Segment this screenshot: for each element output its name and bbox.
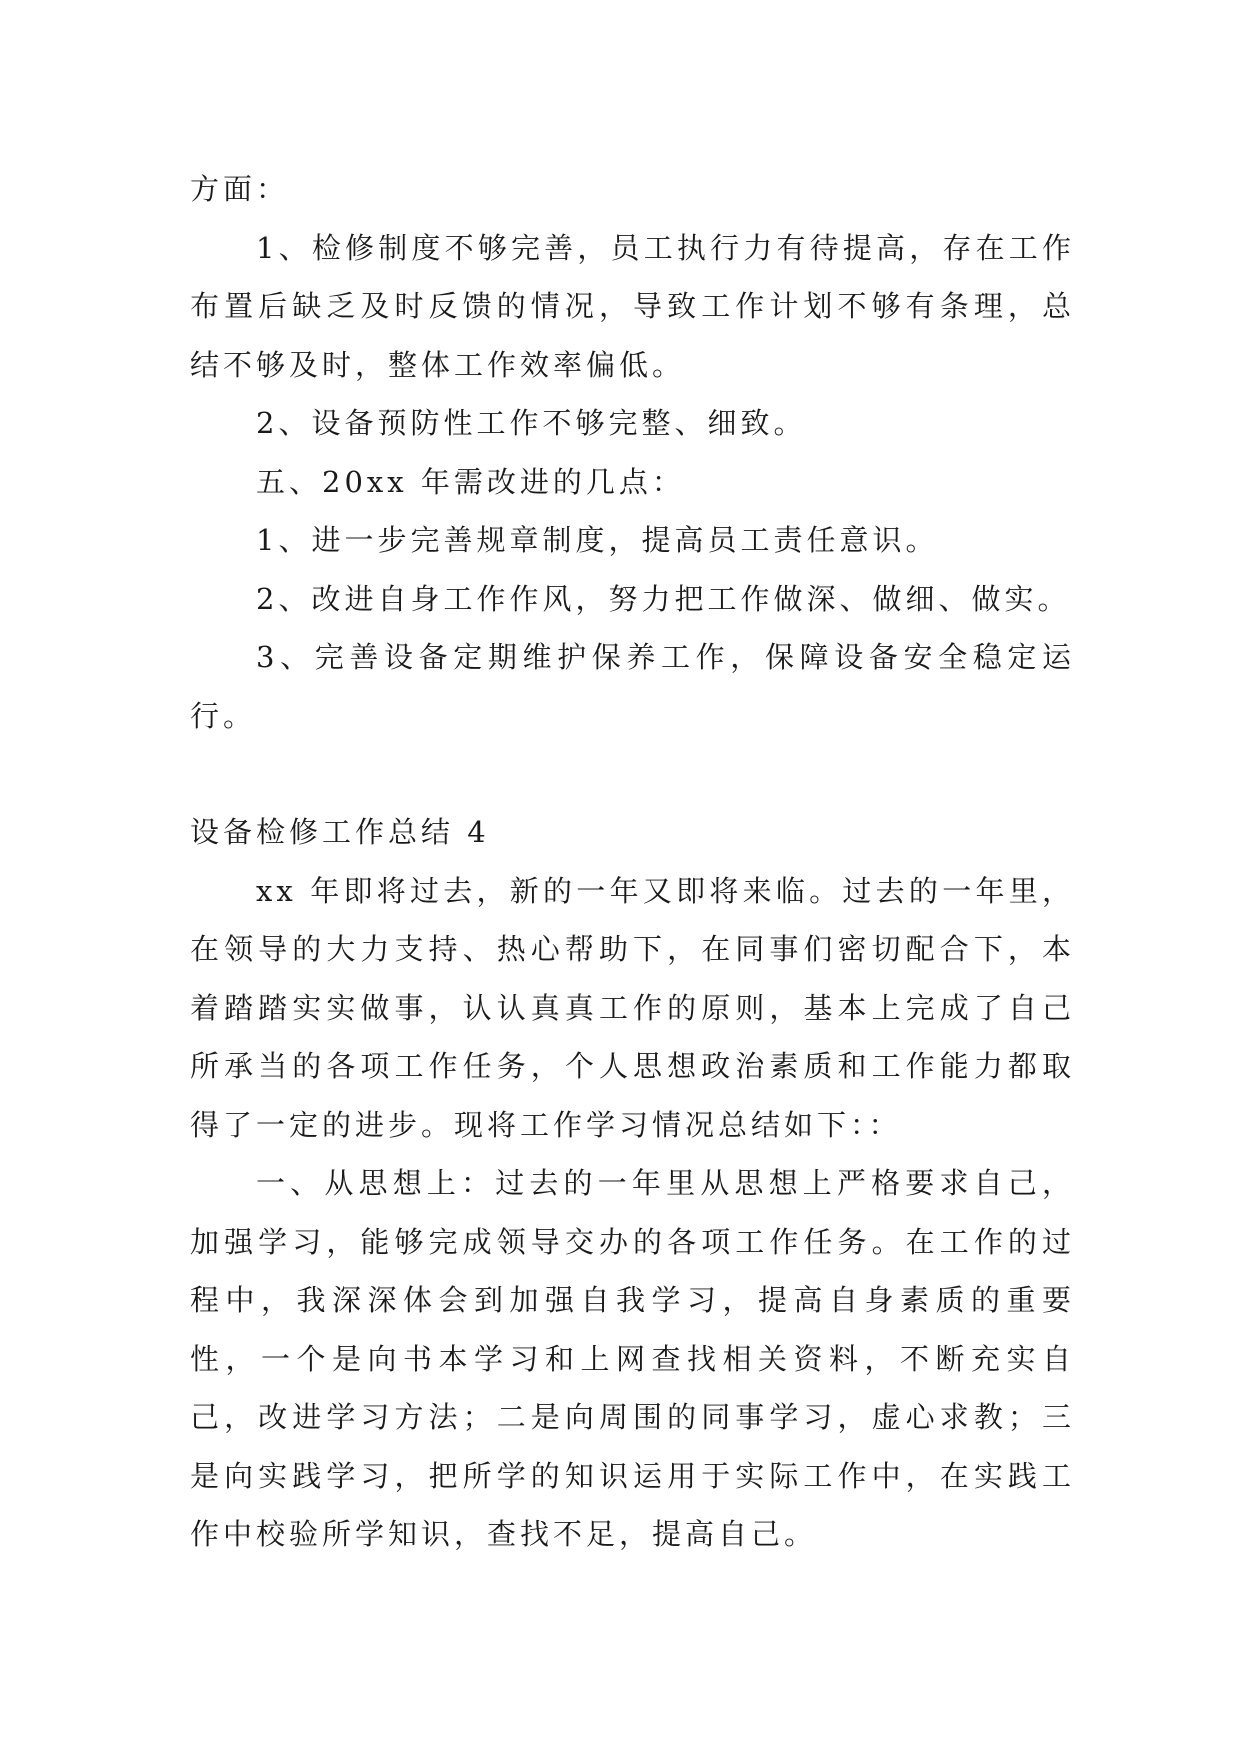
document-page: [190, 160, 1075, 1564]
summary-intro-paragraph: xx 年即将过去，新的一年又即将来临。过去的一年里，在领导的大力支持、热心帮助下，在同事们密切配合下，本着踏踏实实做事，认认真真工作的原则，基本上完成了自己所承当的各项工作任务，个人思想政治素质和工作能力都取得了一定的进步。现将工作学习情况总结如下：：: [190, 873, 1075, 1142]
improvement-item-3: 3、完善设备定期维护保养工作，保障设备安全稳定运行。: [190, 640, 1075, 733]
summary-point-one-paragraph: 一、从思想上：过去的一年里从思想上严格要求自己，加强学习，能够完成领导交办的各项工作任务。在工作的过程中，我深深体会到加强自我学习，提高自身素质的重要性，一个是向书本学习和上网查找相关资料，不断充实自己，改进学习方法；二是向周围的同事学习，虚心求教；三是向实践学习，把所学的知识运用于实际工作中，在实践工作中校验所学知识，查找不足，提高自己。: [190, 1166, 1075, 1551]
problem-item-1: 1、检修制度不够完善，员工执行力有待提高，存在工作布置后缺乏及时反馈的情况，导致工作计划不够有条理，总结不够及时，整体工作效率偏低。: [190, 230, 1075, 382]
improvement-item-2: 2、改进自身工作作风，努力把工作做深、做细、做实。: [256, 581, 1071, 616]
problem-item-2: 2、设备预防性工作不够完整、细致。: [256, 406, 807, 440]
improvement-item-1: 1、进一步完善规章制度，提高员工责任意识。: [256, 523, 939, 557]
section-intro-text: 方面：: [190, 172, 290, 206]
section-five-title: 五、20xx 年需改进的几点：: [256, 464, 685, 499]
summary-heading: 设备检修工作总结 4: [190, 815, 490, 849]
